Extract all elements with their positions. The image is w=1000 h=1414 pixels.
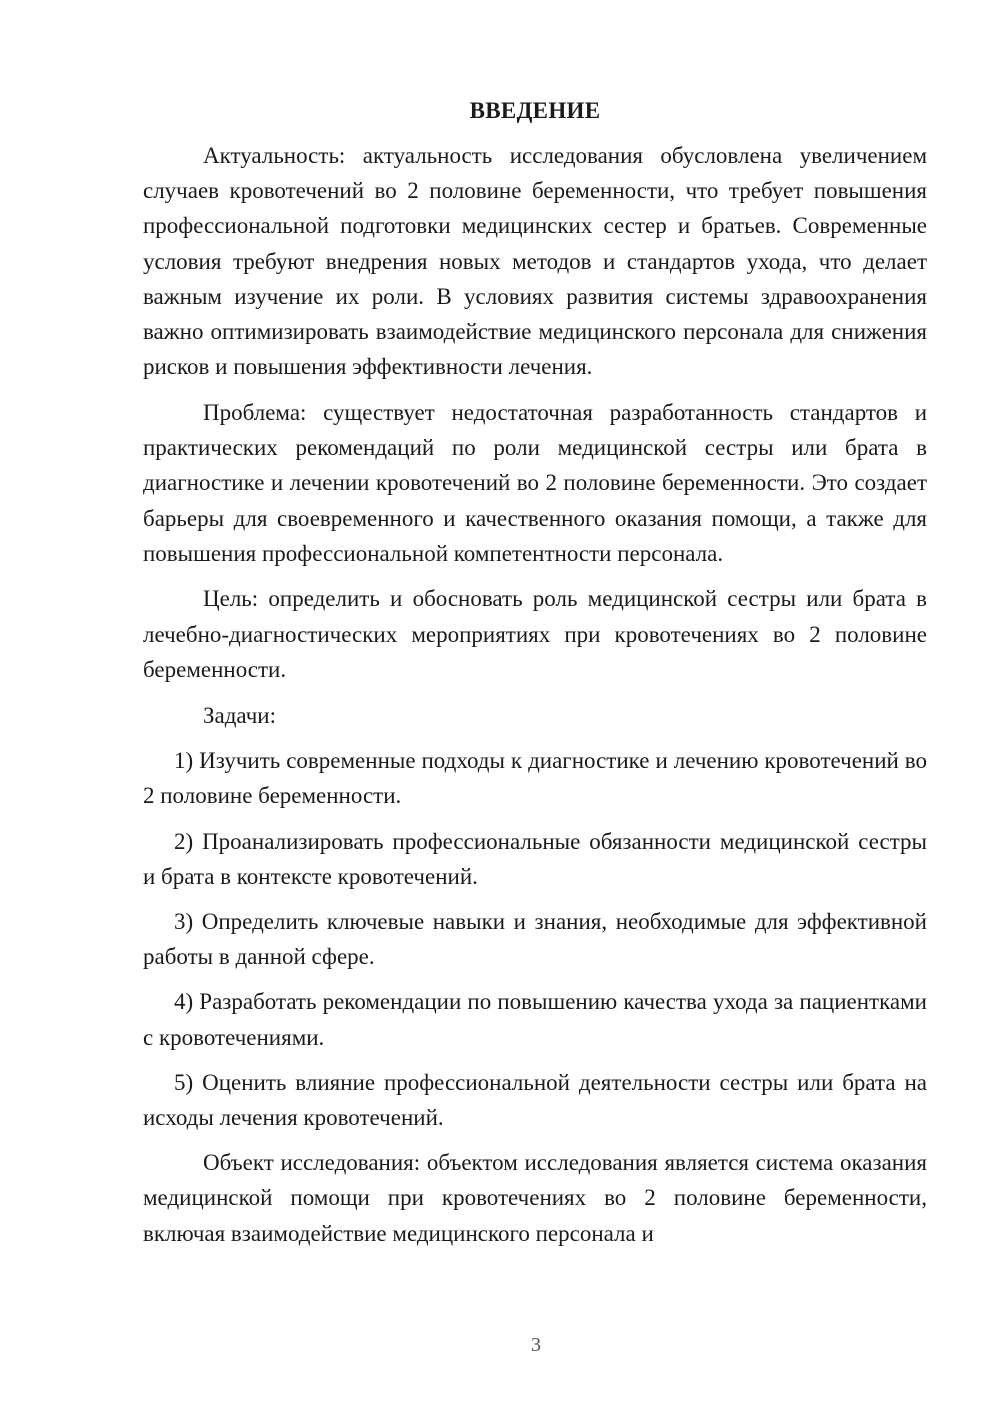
task-item-5: 5) Оценить влияние профессиональной деятельности сестры или брата на исходы лечения кровотечений. (143, 1069, 927, 1131)
task-item-3: 3) Определить ключевые навыки и знания, необходимые для эффективной работы в данной сфере. (143, 909, 927, 970)
tasks-heading: Задачи: (203, 702, 276, 728)
object-paragraph: Объект исследования: объектом исследования является система оказания медицинской помощи при кровотечениях во 2 половине беременности, включая взаимодействие медицинского персонала и (143, 1150, 927, 1246)
task-item-1: 1) Изучить современные подходы к диагностике и лечению кровотечений во 2 половине беременности. (143, 748, 927, 809)
task-item-2: 2) Проанализировать профессиональные обязанности медицинской сестры и брата в контексте кровотечений. (143, 828, 927, 889)
relevance-paragraph: Актуальность: актуальность исследования обусловлена увеличением случаев кровотечений во 2 половине беременности, что требует повышения профессиональной подготовки медицинских сестер и братьев. Современные условия требуют внедрения новых методов и стандартов ухода, что делает важным изучение их роли. В условиях развития системы здравоохранения важно оптимизировать взаимодействие медицинского персонала для снижения рисков и повышения эффективности лечения. (143, 143, 927, 380)
task-item-4: 4) Разработать рекомендации по повышению качества ухода за пациентками с кровотечениями. (143, 989, 927, 1050)
goal-paragraph: Цель: определить и обосновать роль медицинской сестры или брата в лечебно-диагностических мероприятиях при кровотечениях во 2 половине беременности. (143, 586, 927, 682)
section-title: ВВЕДЕНИЕ (469, 98, 601, 123)
document-page (143, 96, 927, 1261)
problem-paragraph: Проблема: существует недостаточная разработанность стандартов и практических рекомендаций по роли медицинской сестры или брата в диагностике и лечении кровотечений во 2 половине беременности. Это создает барьеры для своевременного и качественного оказания помощи, а также для повышения профессиональной компетентности персонала. (143, 399, 927, 566)
page-number: 3 (531, 1334, 541, 1356)
